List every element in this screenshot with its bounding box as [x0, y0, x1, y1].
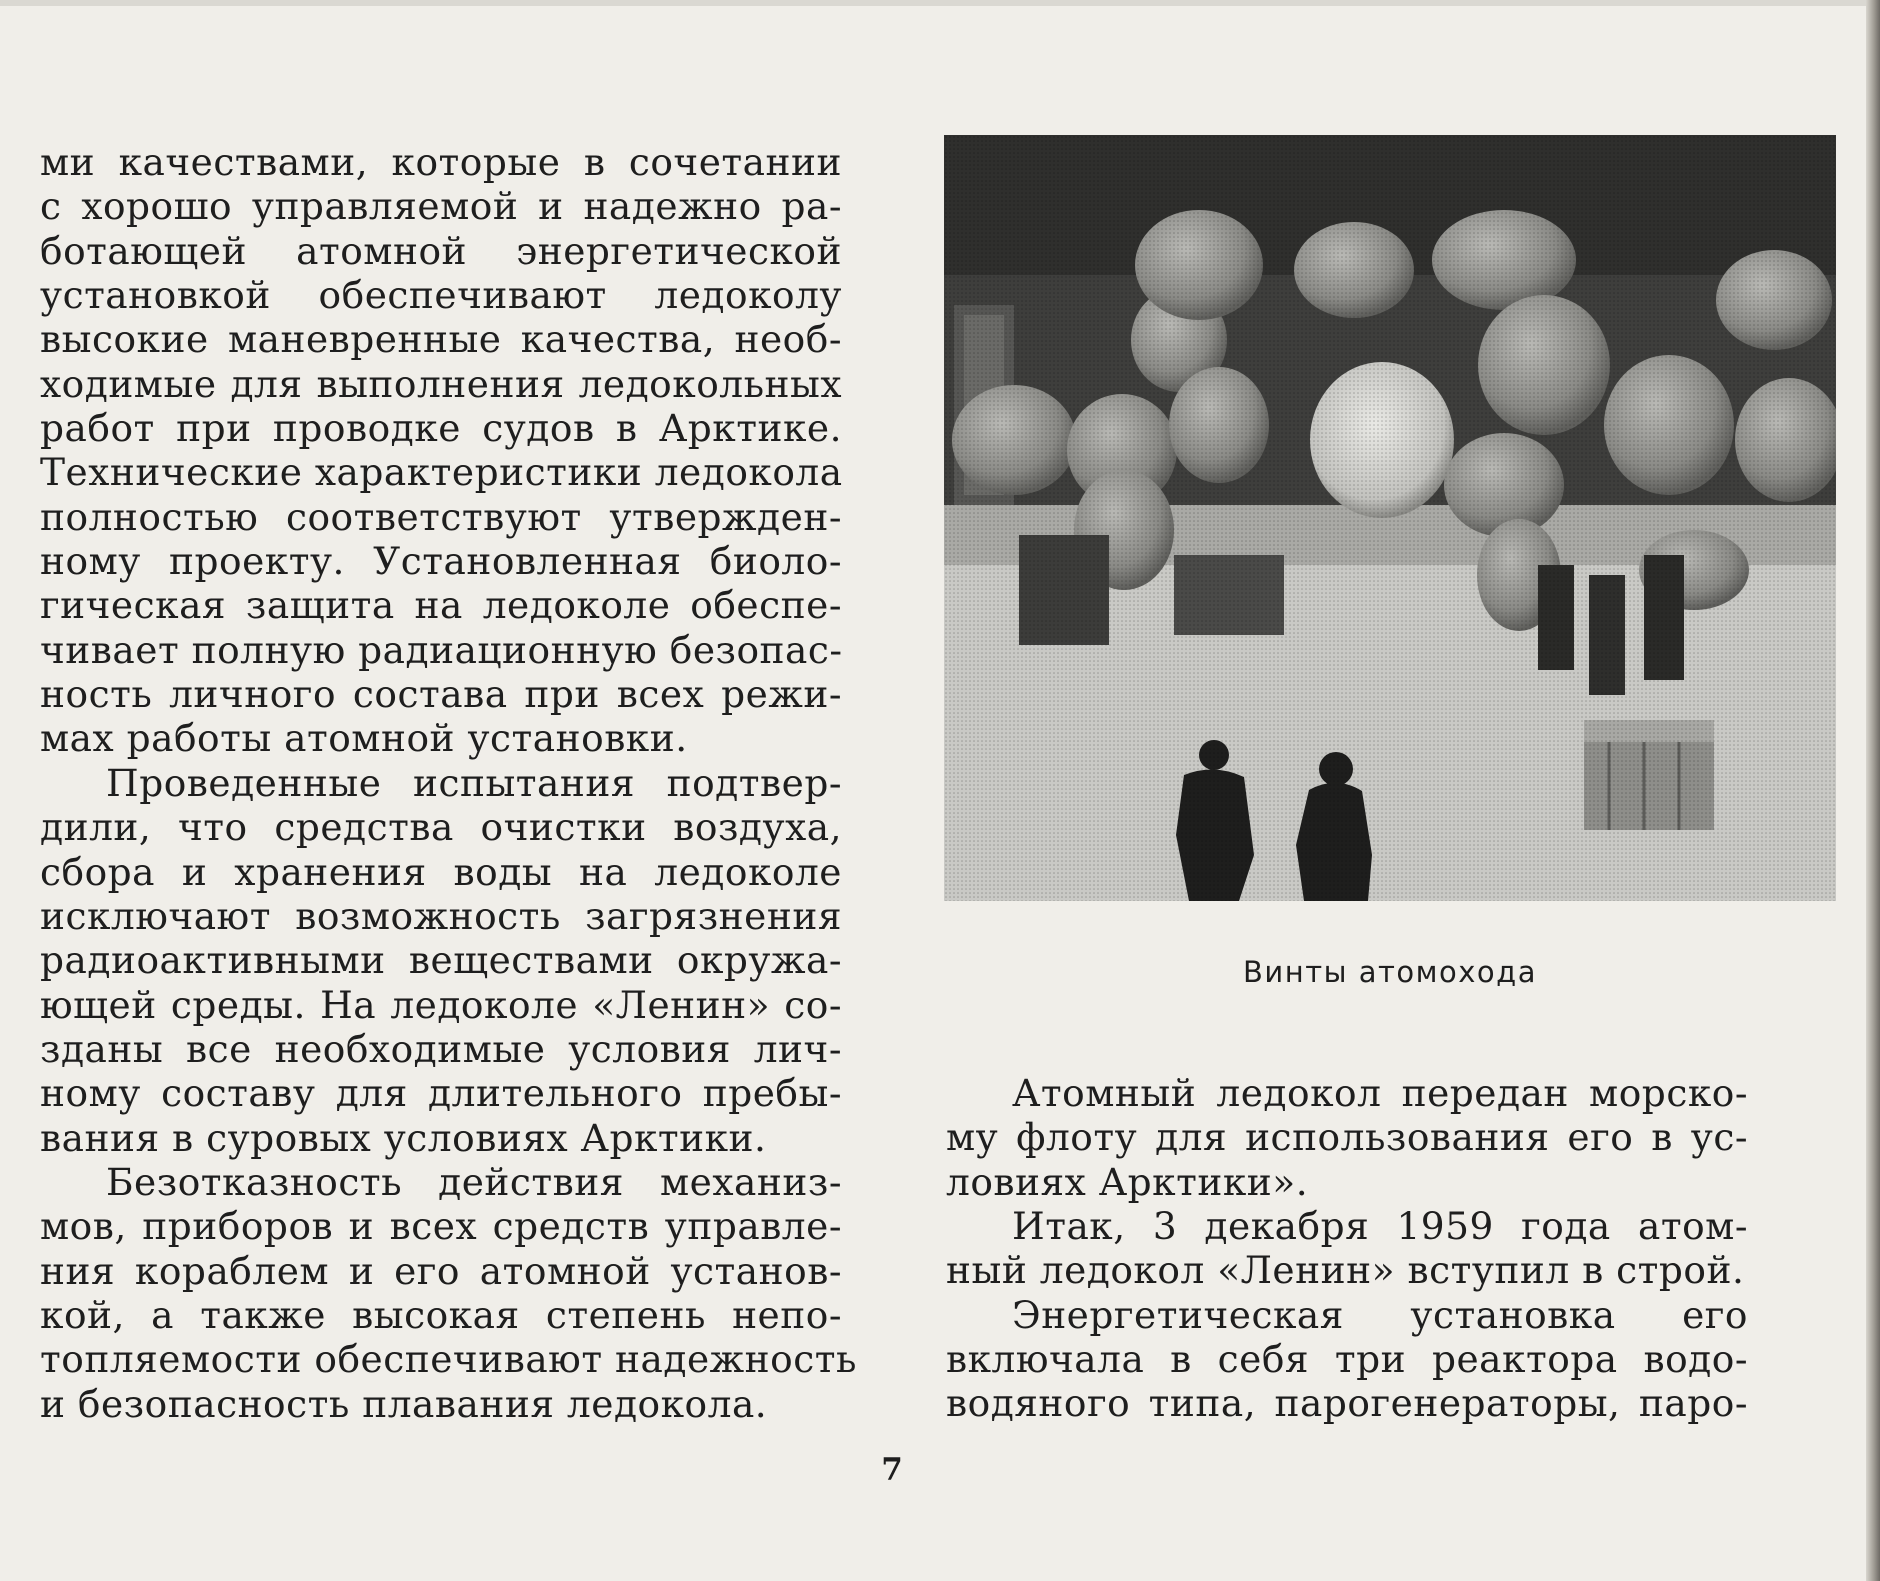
- right-text-column: [946, 1071, 1748, 1426]
- text-line: сбора и хранения воды на ледоколе: [40, 849, 842, 894]
- paragraph-start-line: Атомный ледокол передан морско-: [1012, 1071, 1748, 1115]
- text-line: дили, что средства очистки воздуха,: [40, 805, 842, 850]
- text-line: кой, а также высокая степень непо-: [40, 1292, 842, 1337]
- text-line: ния кораблем и его атомной установ-: [40, 1248, 842, 1293]
- text-line: ходимые для выполнения ледокольных: [40, 361, 842, 406]
- text-line: зданы все необходимые условия лич-: [40, 1026, 842, 1071]
- text-line: и безопасность плавания ледокола.: [40, 1381, 768, 1426]
- paragraph-start-line: Проведенные испытания подтвер-: [106, 760, 842, 805]
- text-line: ющей среды. На ледоколе «Ленин» со-: [40, 982, 842, 1027]
- text-line: установкой обеспечивают ледоколу: [40, 273, 842, 318]
- text-line: ный ледокол «Ленин» вступил в строй.: [946, 1248, 1745, 1293]
- text-line: ми качествами, которые в сочетании: [40, 140, 842, 184]
- page-number: 7: [881, 1452, 903, 1488]
- text-line: му флоту для использования его в ус-: [946, 1115, 1748, 1160]
- scan-binding-edge: [1866, 0, 1880, 1581]
- paragraph-start-line: Безотказность действия механиз-: [106, 1159, 842, 1204]
- text-line: с хорошо управляемой и надежно ра-: [40, 184, 842, 229]
- photo-caption: Винты атомохода: [1243, 955, 1537, 989]
- text-line: исключают возможность загрязнения: [40, 893, 842, 938]
- text-line: вания в суровых условиях Арктики.: [40, 1115, 767, 1160]
- text-line: топляемости обеспечивают надежность: [40, 1337, 857, 1382]
- propellers-photo: [944, 135, 1836, 901]
- text-line: полностью соответствуют утвержден-: [40, 494, 842, 539]
- propellers-photo-illustration: [944, 135, 1836, 901]
- text-line: включала в себя три реактора водо-: [946, 1337, 1748, 1382]
- text-line: гическая защита на ледоколе обеспе-: [40, 583, 842, 628]
- text-line: водяного типа, парогенераторы, паро-: [946, 1381, 1748, 1426]
- text-line: мах работы атомной установки.: [40, 716, 688, 761]
- scan-top-shadow: [0, 0, 1880, 6]
- paragraph-start-line: Энергетическая установка его: [1012, 1292, 1748, 1337]
- text-line: чивает полную радиационную безопас-: [40, 627, 843, 672]
- text-line: высокие маневренные качества, необ-: [40, 317, 842, 362]
- text-line: Технические характеристики ледокола: [40, 450, 843, 495]
- text-line: радиоактивными веществами окружа-: [40, 938, 842, 983]
- text-line: мов, приборов и всех средств управле-: [40, 1204, 842, 1249]
- text-line: ловиях Арктики».: [946, 1159, 1309, 1204]
- text-line: ному проекту. Установленная биоло-: [40, 539, 842, 584]
- text-line: ному составу для длительного пребы-: [40, 1071, 842, 1116]
- text-line: ботающей атомной энергетической: [40, 228, 842, 273]
- left-text-column: [40, 140, 857, 1426]
- text-line: работ при проводке судов в Арктике.: [40, 406, 842, 451]
- text-line: ность личного состава при всех режи-: [40, 672, 842, 717]
- paragraph-start-line: Итак, 3 декабря 1959 года атом-: [1012, 1204, 1748, 1249]
